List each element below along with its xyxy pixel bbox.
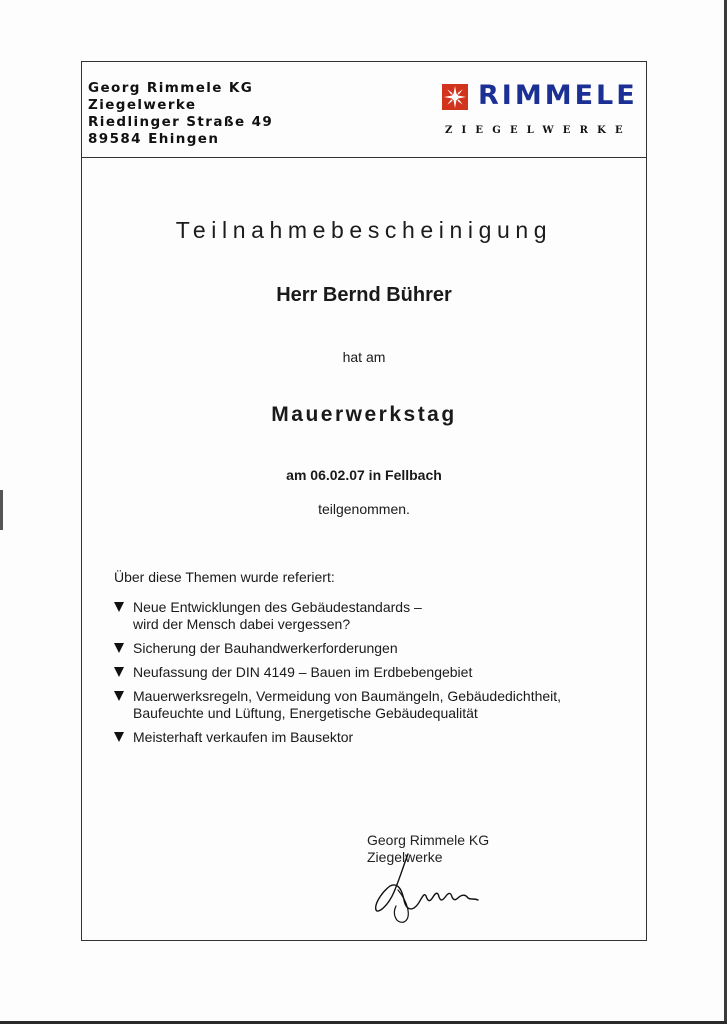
topic-item [114,664,561,681]
topic-line: Sicherung der Bauhandwerkerforderungen [133,640,398,656]
triangle-bullet-icon [114,732,124,742]
logo-subline: ZIEGELWERKE [445,125,632,136]
participated-text: teilgenommen. [318,501,410,517]
sun-star-icon [442,84,468,110]
hat-am-text: hat am [342,349,386,365]
triangle-bullet-icon [114,602,124,612]
triangle-bullet-icon [114,691,124,701]
address-line: 89584 Ehingen [88,131,220,147]
certificate-frame [81,61,647,941]
topic-item [114,640,561,657]
topic-line: Neufassung der DIN 4149 – Bauen im Erdbebengebiet [133,664,473,680]
scan-edge-left [0,490,3,530]
logo-wordmark: RIMMELE [478,80,638,111]
recipient-name: Herr Bernd Bührer [276,284,452,306]
address-line: Riedlinger Straße 49 [88,114,274,130]
topic-item [114,688,561,722]
topic-line: Mauerwerksregeln, Vermeidung von Baumängeln, Gebäudedichtheit, [133,688,562,704]
rimmele-logo [442,80,642,144]
topics-list [114,599,561,753]
address-line: Georg Rimmele KG [88,80,254,96]
event-name: Mauerwerkstag [271,403,457,426]
topics-intro: Über diese Themen wurde referiert: [114,569,335,585]
topic-line: Meisterhaft verkaufen im Bausektor [133,729,354,745]
triangle-bullet-icon [114,643,124,653]
event-date-place: am 06.02.07 in Fellbach [286,467,442,483]
topic-line: Baufeuchte und Lüftung, Energetische Gebäudequalität [133,705,478,721]
letterhead [82,62,646,158]
topic-item [114,729,561,746]
topic-line: wird der Mensch dabei vergessen? [133,616,351,632]
triangle-bullet-icon [114,667,124,677]
handwritten-signature [368,852,508,927]
certificate-title: Teilnahmebescheinigung [175,217,553,243]
signature-company-line: Georg Rimmele KG [367,832,490,848]
company-address [88,80,273,148]
topic-line: Neue Entwicklungen des Gebäudestandards – [133,599,422,615]
address-line: Ziegelwerke [88,97,197,113]
topic-item [114,599,561,633]
signature-company-line: Ziegelwerke [367,849,443,865]
